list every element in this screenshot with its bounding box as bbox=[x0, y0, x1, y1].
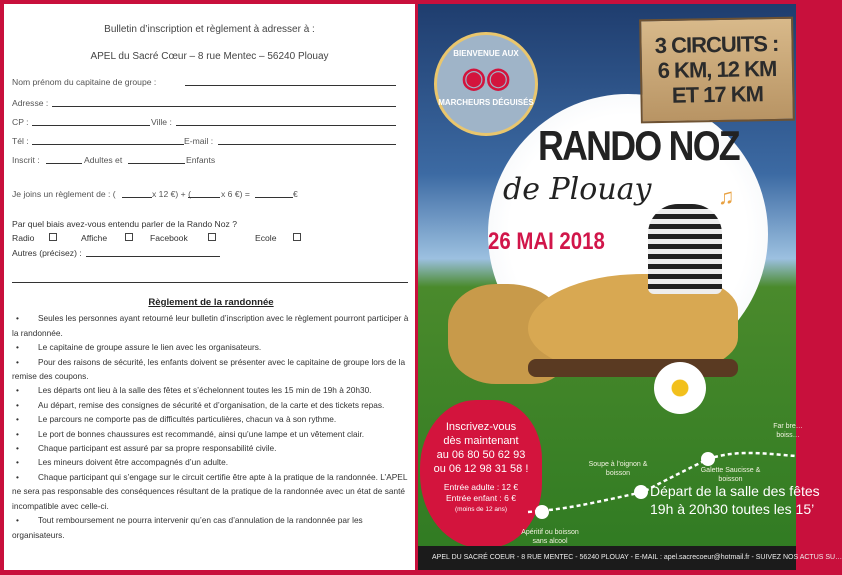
children-count-field[interactable] bbox=[128, 163, 185, 164]
rule-item: • Tout remboursement ne pourra intervenir qu’en cas d’annulation de la randonnée par les organisateurs. bbox=[12, 513, 410, 542]
sign-line: 3 CIRCUITS : bbox=[654, 30, 779, 59]
stop-label: Galette Saucisse & boisson bbox=[700, 467, 761, 483]
registered-label: Inscrit : bbox=[12, 155, 40, 165]
payment-total-field[interactable] bbox=[255, 197, 293, 198]
route-stop-dot bbox=[634, 485, 648, 499]
checkbox-ecole[interactable] bbox=[293, 233, 301, 241]
payment-child-label: x 6 €) = bbox=[221, 189, 250, 199]
child-price: Entrée enfant : 6 € bbox=[446, 493, 516, 503]
email-field[interactable] bbox=[218, 144, 396, 145]
address-field[interactable] bbox=[52, 106, 396, 107]
checkbox-radio[interactable] bbox=[49, 233, 57, 241]
rule-item: • Les départs ont lieu à la salle des fêtes et s’échelonnent toutes les 15 min de 19h à 20h30. bbox=[12, 383, 410, 397]
form-address: APEL du Sacré Cœur – 8 rue Mentec – 56240 Plouay bbox=[90, 51, 329, 62]
option-ecole-label: Ecole bbox=[255, 233, 277, 243]
badge-bottom-text: MARCHEURS DÉGUISÉS bbox=[438, 98, 534, 107]
name-field[interactable] bbox=[185, 85, 396, 86]
mask-icon: ◉◉ bbox=[461, 62, 511, 93]
rule-item: • Chaque participant qui s’engage sur le circuit certifie être apte à la pratique de la randonnée. L’APEL ne sera pas responsable des conséquences résultant de la pratique de la randonnée avec un état de santé incompatible avec celle-ci. bbox=[12, 470, 410, 513]
departure-line: Départ de la salle des fêtes bbox=[650, 483, 820, 499]
option-radio-label: Radio bbox=[12, 233, 35, 243]
departure-info bbox=[650, 482, 820, 518]
rules-section bbox=[12, 296, 410, 542]
rule-item: • Le port de bonnes chaussures est recommandé, ainsi qu’une lampe et un vêtement clair. bbox=[12, 427, 410, 441]
option-affiche-label: Affiche bbox=[81, 233, 108, 243]
sign-line: 6 KM, 12 KM bbox=[657, 55, 777, 84]
registration-form bbox=[4, 4, 415, 570]
checkbox-facebook[interactable] bbox=[208, 233, 216, 241]
payment-label: Je joins un règlement de : ( bbox=[12, 189, 116, 199]
route-stop-dot bbox=[535, 505, 549, 519]
rule-item: • Les mineurs doivent être accompagnés d’un adulte. bbox=[12, 455, 410, 469]
payment-adult-label: x 12 €) + ( bbox=[152, 189, 191, 199]
rule-item: • Chaque participant est assuré par sa propre responsabilité civile. bbox=[12, 441, 410, 455]
payment-child-field[interactable] bbox=[188, 197, 220, 198]
rule-item: • Pour des raisons de sécurité, les enfants doivent se présenter avec le capitaine de groupe lors de la remise des coupons. bbox=[12, 355, 410, 384]
sign-line: ET 17 KM bbox=[671, 81, 764, 108]
event-poster bbox=[418, 4, 842, 570]
email-label: E-mail : bbox=[184, 136, 214, 146]
cp-label: CP : bbox=[12, 117, 29, 127]
phone-number[interactable]: ou 06 12 98 31 58 ! bbox=[433, 463, 529, 475]
adult-price: Entrée adulte : 12 € bbox=[443, 482, 519, 492]
rules-title: Règlement de la randonnée bbox=[148, 297, 274, 308]
register-line: Inscrivez-vous bbox=[445, 421, 517, 433]
other-field[interactable] bbox=[86, 256, 220, 257]
checkbox-affiche[interactable] bbox=[125, 233, 133, 241]
stop-label: Apéritif ou boisson sans alcool bbox=[521, 529, 579, 545]
poster-subtitle: de Plouay bbox=[503, 172, 652, 207]
poster-title: RANDO NOZ bbox=[538, 122, 739, 169]
form-header: Bulletin d’inscription et règlement à adresser à : bbox=[104, 24, 315, 35]
route-stop-dot bbox=[701, 452, 715, 466]
cp-field[interactable] bbox=[32, 125, 150, 126]
payment-adult-field[interactable] bbox=[122, 197, 152, 198]
option-facebook-label: Facebook bbox=[150, 233, 188, 243]
departure-line: 19h à 20h30 toutes les 15’ bbox=[650, 501, 815, 517]
child-age-note: (moins de 12 ans) bbox=[454, 506, 508, 513]
phone-number[interactable]: au 06 80 50 62 93 bbox=[436, 449, 526, 461]
currency: € bbox=[293, 189, 298, 199]
poster-footer: APEL DU SACRÉ COEUR - 8 RUE MENTEC - 56240 PLOUAY - E-MAIL : apel.sacrecoeur@hotmail.fr - SUIVEZ NOS ACTUS SU… bbox=[418, 546, 796, 570]
stop-label: Soupe à l’oignon & boisson bbox=[588, 461, 648, 477]
children-label: Enfants bbox=[186, 155, 216, 165]
separator bbox=[12, 282, 408, 283]
badge-top-text: BIENVENUE AUX bbox=[453, 49, 519, 58]
music-note-icon: ♫ bbox=[718, 184, 735, 209]
other-label: Autres (précisez) : bbox=[12, 248, 82, 258]
adults-count-field[interactable] bbox=[46, 163, 82, 164]
adults-label: Adultes et bbox=[84, 155, 123, 165]
phone-label: Tél : bbox=[12, 136, 29, 146]
rule-item: • Le parcours ne comporte pas de difficultés particulières, chacun va à son rythme. bbox=[12, 412, 410, 426]
city-label: Ville : bbox=[151, 117, 172, 127]
rule-item: • Le capitaine de groupe assure le lien avec les organisateurs. bbox=[12, 340, 410, 354]
phone-field[interactable] bbox=[32, 144, 184, 145]
register-line: dès maintenant bbox=[443, 435, 519, 447]
rule-item: • Seules les personnes ayant retourné leur bulletin d’inscription avec le règlement pourront participer à la randonnée. bbox=[12, 311, 410, 340]
rule-item: • Au départ, remise des consignes de sécurité et d’organisation, de la carte et des tickets repas. bbox=[12, 398, 410, 412]
city-field[interactable] bbox=[176, 125, 396, 126]
event-date: 26 MAI 2018 bbox=[488, 228, 605, 255]
address-label: Adresse : bbox=[12, 98, 49, 108]
source-question: Par quel biais avez-vous entendu parler de la Rando Noz ? bbox=[12, 219, 238, 229]
name-label: Nom prénom du capitaine de groupe : bbox=[12, 77, 157, 87]
stop-label: Far bre… boiss… bbox=[773, 423, 803, 439]
